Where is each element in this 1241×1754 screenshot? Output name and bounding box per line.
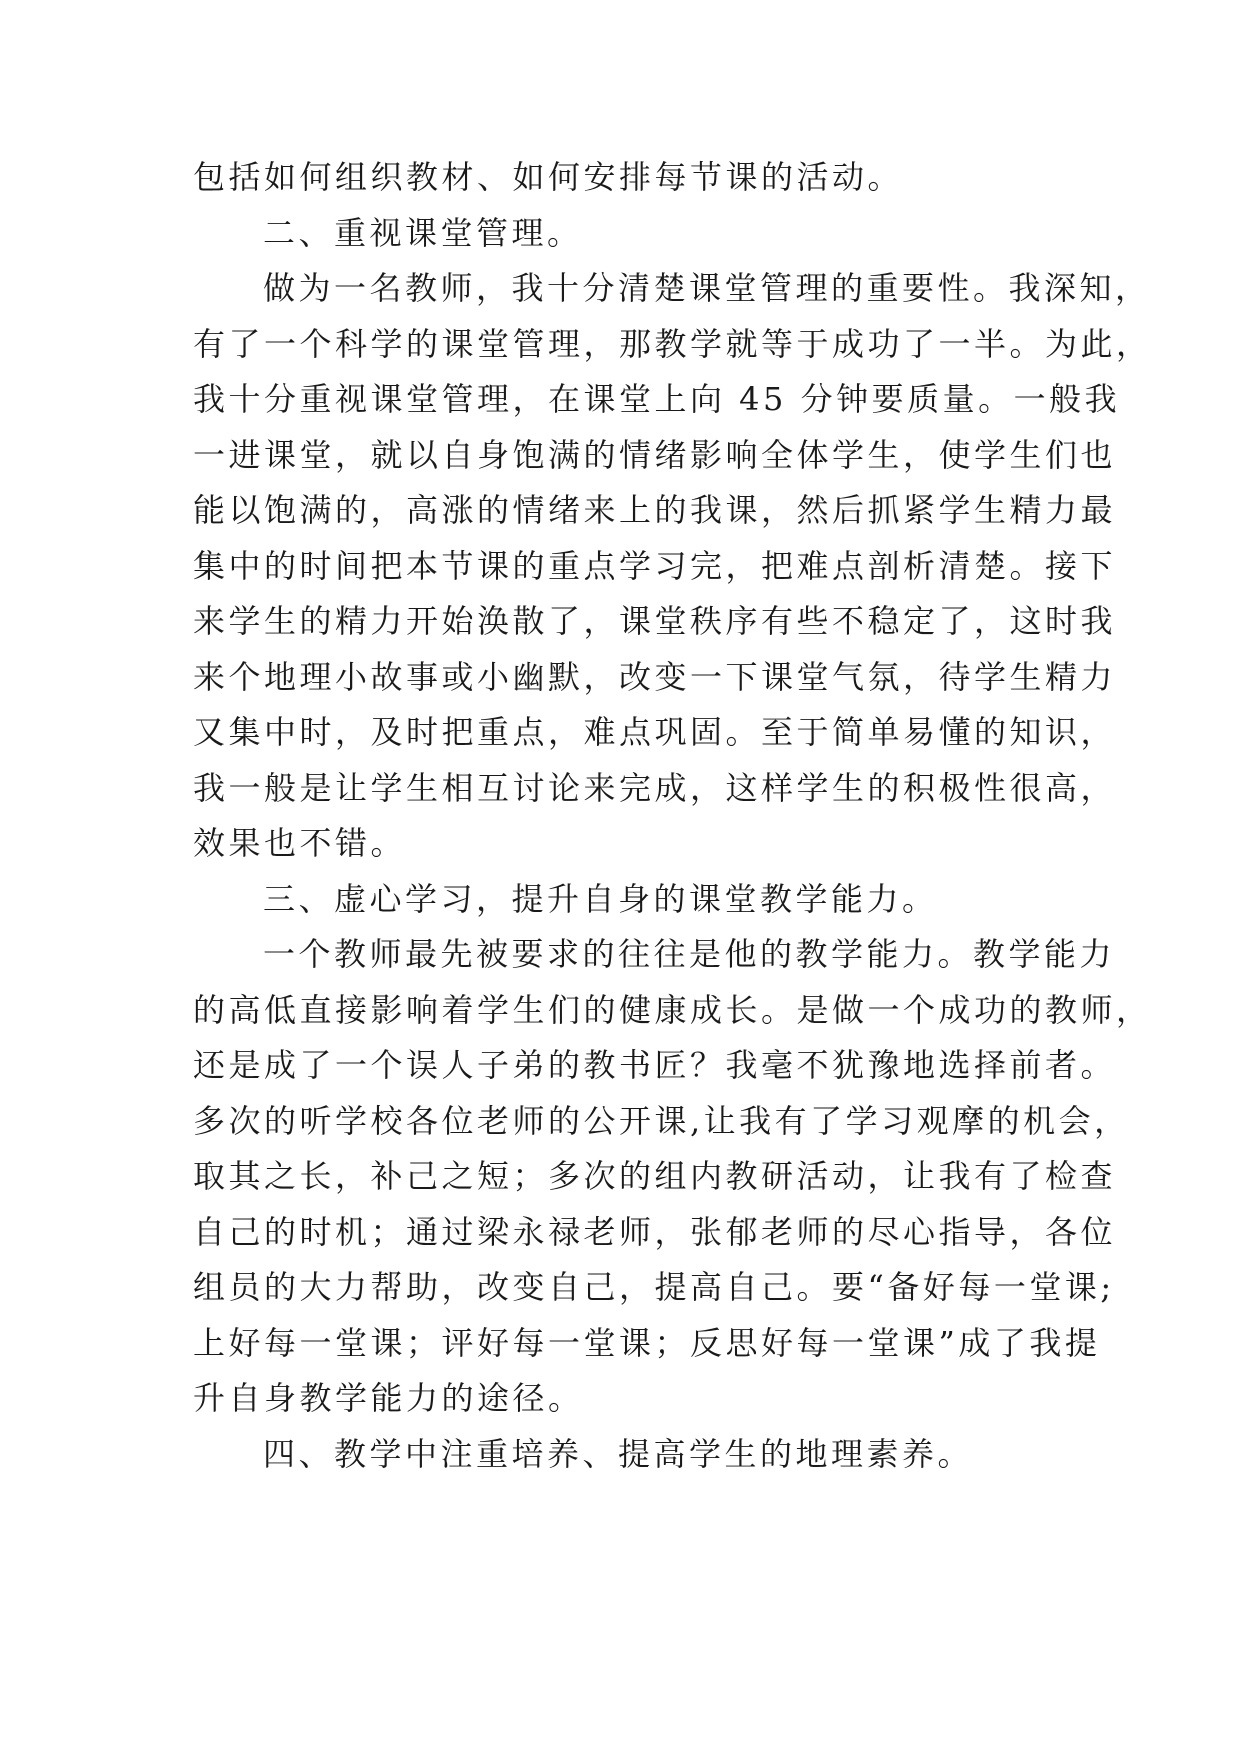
text-line: 的高低直接影响着学生们的健康成长。是做一个成功的教师， (193, 990, 1152, 1029)
text-line: 效果也不错。 (193, 824, 407, 862)
text-line: 取其之长，补己之短；多次的组内教研活动，让我有了检查 (193, 1157, 1117, 1195)
section-heading: 四、教学中注重培养、提高学生的地理素养。 (263, 1434, 974, 1473)
text-line: 来个地理小故事或小幽默，改变一下课堂气氛，待学生精力 (193, 657, 1117, 696)
section-heading: 二、重视课堂管理。 (263, 213, 583, 252)
text-line: 自己的时机；通过梁永禄老师，张郁老师的尽心指导，各位 (193, 1212, 1117, 1251)
text-line: 还是成了一个误人子弟的教书匠？我毫不犹豫地选择前者。 (193, 1046, 1117, 1084)
text-line: 组员的大力帮助，改变自己，提高自己。要“备好每一堂课; (193, 1268, 1115, 1306)
text-line: 我十分重视课堂管理，在课堂上向 45 分钟要质量。一般我 (193, 380, 1121, 418)
text-line: 一个教师最先被要求的往往是他的教学能力。教学能力 (263, 935, 1116, 973)
text-line: 集中的时间把本节课的重点学习完，把难点剖析清楚。接下 (193, 546, 1117, 585)
text-line: 能以饱满的，高涨的情绪来上的我课，然后抓紧学生精力最 (193, 491, 1117, 529)
text-line: 我一般是让学生相互讨论来完成，这样学生的积极性很高， (193, 768, 1117, 807)
text-line: 多次的听学校各位老师的公开课,让我有了学习观摩的机会， (193, 1101, 1130, 1140)
text-line: 又集中时，及时把重点，难点巩固。至于简单易懂的知识， (193, 713, 1117, 751)
text-line: 有了一个科学的课堂管理，那教学就等于成功了一半。为此， (193, 324, 1152, 363)
text-line: 升自身教学能力的途径。 (193, 1379, 584, 1417)
text-line: 上好每一堂课；评好每一堂课；反思好每一堂课”成了我提 (193, 1323, 1101, 1362)
text-line: 来学生的精力开始涣散了，课堂秩序有些不稳定了，这时我 (193, 602, 1117, 640)
text-line: 包括如何组织教材、如何安排每节课的活动。 (193, 158, 904, 196)
text-line: 做为一名教师，我十分清楚课堂管理的重要性。我深知， (263, 269, 1151, 307)
text-line: 一进课堂，就以自身饱满的情绪影响全体学生，使学生们也 (193, 435, 1117, 474)
document-body (193, 150, 1152, 1482)
section-heading: 三、虚心学习，提升自身的课堂教学能力。 (263, 879, 938, 918)
